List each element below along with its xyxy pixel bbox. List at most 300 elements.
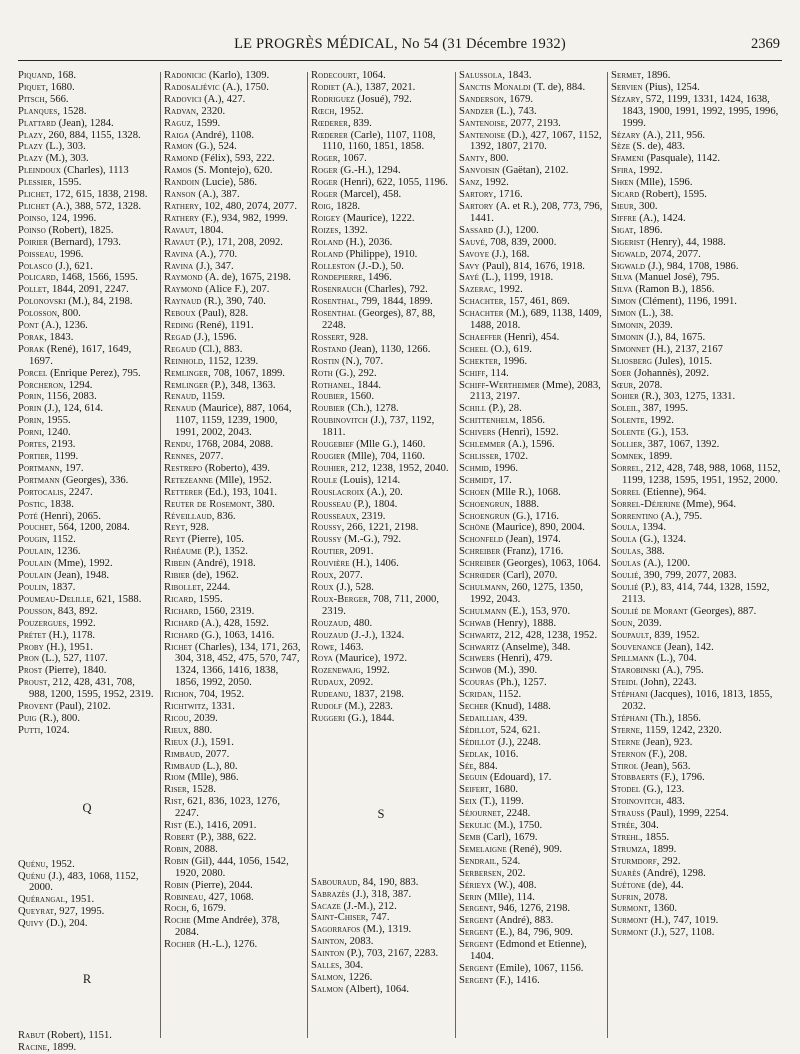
author-name: Pouzergues bbox=[18, 617, 67, 629]
author-name: Ravaut bbox=[164, 236, 195, 248]
author-name: Portmann bbox=[18, 474, 60, 486]
author-name: Soer bbox=[611, 367, 632, 379]
index-entry bbox=[311, 701, 451, 713]
author-name: Remlinger bbox=[164, 379, 209, 391]
author-name: Richtwitz bbox=[164, 701, 206, 713]
index-column-3 bbox=[311, 70, 451, 1042]
author-name: Pitsch bbox=[18, 93, 45, 105]
author-name: Poulin bbox=[18, 581, 47, 593]
index-entry bbox=[311, 630, 451, 642]
index-entry bbox=[611, 261, 781, 273]
author-name: Rocher bbox=[164, 939, 196, 951]
index-entry bbox=[459, 153, 603, 165]
author-name: Rimbaud bbox=[164, 760, 201, 772]
index-entry bbox=[164, 475, 303, 487]
index-entry bbox=[311, 177, 451, 189]
page-references: (Paul), 814, 1676, 1918. bbox=[479, 260, 585, 272]
author-name: Somnek bbox=[611, 451, 644, 462]
page-references: , 1955. bbox=[41, 415, 71, 427]
page-references: (P.), 171, 208, 2092. bbox=[194, 236, 283, 248]
section-letter: Q bbox=[82, 800, 92, 815]
author-name: Rieux bbox=[164, 724, 189, 736]
page-references: (André), 883. bbox=[493, 915, 554, 927]
index-entry bbox=[164, 130, 303, 142]
index-entry bbox=[164, 939, 303, 951]
author-name: Schachter bbox=[459, 308, 504, 320]
page-references: (Charles), 134, 171, 263, 304, 318, 452, 475, 570, 747, 1324, 1366, 1416, 1838, 1856, 1992, 2050. bbox=[175, 641, 301, 689]
index-entry bbox=[459, 272, 603, 284]
page-references: (Albert), 1064. bbox=[343, 983, 410, 995]
author-name: Proby bbox=[18, 641, 44, 653]
index-entry bbox=[459, 463, 603, 475]
index-entry bbox=[164, 403, 303, 439]
section-letter: S bbox=[377, 806, 385, 821]
author-name: Rothanel bbox=[311, 379, 352, 391]
index-entry bbox=[311, 308, 451, 332]
page-references: , 1837, 2198. bbox=[348, 689, 404, 701]
index-entry bbox=[311, 487, 451, 499]
index-entry bbox=[164, 368, 303, 380]
author-name: Sandzer bbox=[459, 105, 494, 117]
author-name: Stéphani bbox=[611, 712, 648, 724]
index-entry bbox=[18, 665, 156, 677]
section-spacer bbox=[311, 725, 451, 809]
page-references: (A.), 1236. bbox=[38, 320, 88, 332]
index-entry bbox=[611, 249, 781, 261]
author-name: Planques bbox=[18, 105, 58, 117]
author-name: Santenoise bbox=[459, 129, 506, 141]
author-name: Sedlak bbox=[459, 748, 490, 760]
author-name: Rostand bbox=[311, 343, 347, 355]
index-entry bbox=[18, 859, 156, 871]
page-references: (Pierre), 2044. bbox=[188, 879, 253, 891]
author-name: Plazy bbox=[18, 141, 44, 153]
index-entry bbox=[164, 177, 303, 189]
author-name: Schreiber bbox=[459, 546, 501, 558]
page-references: , 1838. bbox=[44, 498, 74, 510]
page-references: (J.), 483, 1068, 1152, 2000. bbox=[29, 870, 139, 894]
index-column-4 bbox=[459, 70, 603, 1042]
page-references: (Bernard), 1793. bbox=[47, 236, 121, 248]
page-references: , 1159, 1242, 2320. bbox=[640, 724, 722, 736]
author-name: Rendu bbox=[164, 439, 192, 451]
index-entry bbox=[611, 737, 781, 749]
index-entry bbox=[18, 511, 156, 523]
page-references: , 2244. bbox=[201, 581, 231, 593]
page-references: (A.), 20. bbox=[364, 486, 403, 498]
author-name: Strumza bbox=[611, 843, 648, 855]
index-entry bbox=[611, 368, 781, 380]
index-entry bbox=[18, 380, 156, 392]
page-references: (Henri), 479. bbox=[494, 653, 553, 665]
index-entry bbox=[459, 332, 603, 344]
page-references: (Henri), 454. bbox=[501, 331, 560, 343]
author-name: Ribier bbox=[164, 570, 190, 582]
page-references: , 304. bbox=[634, 820, 659, 832]
page-references: , 1896. bbox=[641, 70, 671, 81]
author-name: Richet bbox=[164, 641, 193, 653]
author-name: Schwob bbox=[459, 665, 492, 677]
index-entry bbox=[164, 487, 303, 499]
author-name: Sohier bbox=[611, 391, 639, 403]
page-references: , 292. bbox=[656, 855, 681, 867]
page-references: , 1331. bbox=[205, 701, 235, 713]
author-name: Rieux bbox=[164, 736, 189, 748]
page-references: , 172, 615, 1838, 2198. bbox=[49, 189, 148, 201]
page-references: , 84, 190, 883. bbox=[357, 876, 419, 888]
page-references: (Mme), 2083, 2113, 2197. bbox=[470, 379, 601, 403]
page-references: , 1528. bbox=[186, 784, 216, 796]
author-name: Porin bbox=[18, 391, 42, 403]
index-entry bbox=[18, 70, 156, 82]
author-name: Rabut bbox=[18, 1030, 45, 1041]
page-references: (Edouard), 17. bbox=[487, 772, 552, 784]
author-name: Sacaze bbox=[311, 900, 341, 912]
index-entry bbox=[459, 725, 603, 737]
author-name: Rodiet bbox=[311, 81, 340, 93]
page-references: , 2039. bbox=[643, 320, 673, 332]
index-entry bbox=[459, 903, 603, 915]
author-name: Portmann bbox=[18, 462, 60, 474]
page-references: , 2077, 2193. bbox=[505, 117, 561, 129]
page-references: , 1199. bbox=[49, 451, 79, 462]
author-name: Robineau bbox=[164, 891, 204, 903]
page-references: (N.), 707. bbox=[339, 355, 384, 367]
author-name: Sayé bbox=[459, 272, 480, 284]
author-name: Poinso bbox=[18, 212, 46, 224]
author-name: Rowe bbox=[311, 641, 335, 653]
author-name: Schöne bbox=[459, 522, 490, 534]
page-references: (A.), 1200. bbox=[640, 558, 690, 570]
author-name: Raymond bbox=[164, 284, 203, 296]
index-entry bbox=[611, 415, 781, 427]
page-references: (J.), 737, 1192, 1811. bbox=[322, 415, 435, 439]
author-name: Spillmann bbox=[611, 653, 654, 665]
page-references: (André), 1918. bbox=[190, 558, 256, 570]
author-name: Roth bbox=[311, 367, 333, 379]
index-entry bbox=[164, 189, 303, 201]
page-references: , 1888. bbox=[509, 498, 539, 510]
index-entry bbox=[611, 653, 781, 665]
page-references: (A.), 770. bbox=[193, 248, 238, 260]
index-entry bbox=[459, 653, 603, 665]
index-entry bbox=[164, 106, 303, 118]
index-entry bbox=[18, 368, 156, 380]
author-name: Serbersen bbox=[459, 867, 502, 879]
index-entry bbox=[459, 415, 603, 427]
index-entry bbox=[611, 618, 781, 630]
page-references: (Paul), 2102. bbox=[52, 701, 111, 713]
index-entry bbox=[611, 380, 781, 392]
author-name: Queyrat bbox=[18, 906, 54, 918]
page-references: , 388. bbox=[640, 546, 665, 558]
index-entry bbox=[164, 618, 303, 630]
page-references: , 1992. bbox=[360, 665, 390, 677]
page-references: , 1844, 2091, 2247. bbox=[46, 284, 129, 296]
author-name: Sermet bbox=[611, 70, 642, 81]
index-entry bbox=[459, 475, 603, 487]
section-spacer bbox=[18, 815, 156, 859]
author-name: Starobinski bbox=[611, 665, 660, 677]
author-name: Sekulic bbox=[459, 820, 492, 832]
page-references: , 1392. bbox=[338, 224, 368, 236]
page-references: (S. de), 483. bbox=[630, 141, 685, 153]
index-entry bbox=[459, 630, 603, 642]
page-references: , 124, 1996. bbox=[45, 212, 97, 224]
index-entry bbox=[164, 439, 303, 451]
author-name: Rouslacroix bbox=[311, 486, 365, 498]
page-references: (J.), 1591. bbox=[188, 736, 234, 748]
page-references: (H.), 747, 1019. bbox=[647, 915, 719, 927]
page-references: (Johannès), 2092. bbox=[631, 367, 709, 379]
page-references: , 1360. bbox=[647, 903, 678, 915]
page-references: , 1226. bbox=[343, 972, 373, 983]
author-name: Sterne bbox=[611, 724, 641, 736]
page-references: (J.), 1200. bbox=[493, 224, 539, 236]
page-references: (Emile), 1067, 1156. bbox=[493, 962, 584, 974]
index-entry bbox=[611, 522, 781, 534]
index-entry bbox=[18, 106, 156, 118]
index-entry bbox=[164, 511, 303, 523]
index-entry bbox=[459, 570, 603, 582]
author-name: Rosenthal bbox=[311, 308, 356, 320]
author-name: Roigey bbox=[311, 212, 341, 224]
index-entry bbox=[459, 522, 603, 534]
index-entry bbox=[311, 889, 451, 901]
index-entry bbox=[164, 915, 303, 939]
index-entry bbox=[18, 906, 156, 918]
index-entry bbox=[611, 320, 781, 332]
header-rule bbox=[18, 60, 782, 61]
author-name: Poulain bbox=[18, 570, 52, 582]
page-references: , 2074, 2077. bbox=[645, 248, 701, 260]
index-entry bbox=[459, 844, 603, 856]
page-references: , 266, 1221, 2198. bbox=[341, 522, 419, 534]
index-entry bbox=[164, 391, 303, 403]
page-references: , 1843. bbox=[502, 70, 532, 81]
index-entry bbox=[311, 94, 451, 106]
index-entry bbox=[459, 963, 603, 975]
index-entry bbox=[18, 189, 156, 201]
page-references: (Maurice), 887, 1064, 1107, 1159, 1239, 1900, 1991, 2002, 2043. bbox=[175, 403, 292, 439]
author-name: Schiff bbox=[459, 367, 486, 379]
author-name: Reyt bbox=[164, 522, 186, 534]
author-name: Radovici bbox=[164, 93, 202, 105]
index-entry bbox=[611, 784, 781, 796]
column-divider bbox=[607, 72, 608, 1038]
page-references: , 1804. bbox=[194, 224, 224, 236]
index-entry bbox=[459, 344, 603, 356]
author-name: Porcel bbox=[18, 367, 48, 379]
page-references: , 380. bbox=[250, 498, 275, 510]
author-name: Rouzaud bbox=[311, 617, 349, 629]
index-entry bbox=[459, 737, 603, 749]
index-entry bbox=[311, 677, 451, 689]
author-name: Santenoise bbox=[459, 117, 506, 129]
index-entry bbox=[18, 213, 156, 225]
author-name: Roig bbox=[311, 200, 331, 212]
author-name: Stobbaerts bbox=[611, 772, 659, 784]
page-references: (M.), 1750. bbox=[491, 820, 543, 832]
author-name: Rimbaud bbox=[164, 748, 201, 760]
page-references: (J.), 1596. bbox=[191, 331, 237, 343]
index-entry bbox=[18, 475, 156, 487]
author-name: Rostin bbox=[311, 355, 340, 367]
author-name: Plazy bbox=[18, 129, 44, 141]
index-entry bbox=[611, 892, 781, 904]
author-name: Quivy bbox=[18, 918, 44, 930]
page-references: (Robert), 1595. bbox=[639, 189, 707, 201]
author-name: Porak bbox=[18, 343, 45, 355]
index-entry bbox=[164, 320, 303, 332]
page-references: (Georges), 336. bbox=[59, 474, 129, 486]
index-entry bbox=[611, 344, 781, 356]
page-references: , 704, 1952. bbox=[193, 689, 245, 701]
author-name: Soulas bbox=[611, 558, 641, 570]
index-entry bbox=[164, 903, 303, 915]
index-entry bbox=[164, 522, 303, 534]
index-entry bbox=[311, 713, 451, 725]
author-name: Soulas bbox=[611, 546, 641, 558]
page-references: (L.), 38. bbox=[636, 308, 674, 320]
page-references: , 839, 1952. bbox=[649, 629, 700, 641]
author-name: Sézary bbox=[611, 129, 641, 141]
index-entry bbox=[18, 272, 156, 284]
section-letter: R bbox=[82, 972, 92, 987]
index-entry bbox=[18, 308, 156, 320]
author-name: Rougebief bbox=[311, 439, 354, 451]
section-spacer bbox=[18, 986, 156, 1030]
index-entry bbox=[611, 177, 781, 189]
page-references: , 1855. bbox=[640, 832, 670, 843]
page-references: (J.), 527, 1108. bbox=[647, 927, 715, 939]
page-references: (André), 1108. bbox=[189, 129, 254, 141]
page-references: (Jean), 142. bbox=[661, 641, 714, 653]
page-references: (Jean), 1948. bbox=[51, 570, 110, 582]
index-entry bbox=[611, 713, 781, 725]
page-references: (Roberto), 439. bbox=[202, 462, 270, 474]
author-name: Pont bbox=[18, 320, 39, 332]
index-entry bbox=[164, 237, 303, 249]
index-entry bbox=[311, 237, 451, 249]
index-entry bbox=[459, 225, 603, 237]
index-entry bbox=[18, 153, 156, 165]
author-name: Sternon bbox=[611, 748, 646, 760]
page-references: (A.), 795. bbox=[658, 510, 703, 522]
page-references: (Manuel José), 795. bbox=[632, 272, 720, 284]
index-entry bbox=[18, 82, 156, 94]
page-references: (Mme Andrée), 378, 2084. bbox=[175, 915, 280, 939]
author-name: Schonfeld bbox=[459, 534, 504, 546]
index-entry bbox=[311, 332, 451, 344]
author-name: Scouras bbox=[459, 677, 494, 689]
index-entry bbox=[611, 511, 781, 523]
index-entry bbox=[611, 141, 781, 153]
index-entry bbox=[611, 82, 781, 94]
author-name: Putti bbox=[18, 724, 41, 736]
author-name: Roger bbox=[311, 153, 338, 165]
author-name: Souvenance bbox=[611, 641, 662, 653]
page-references: , 1236. bbox=[51, 546, 81, 558]
index-entry bbox=[459, 975, 603, 987]
author-name: Sédillot bbox=[459, 736, 496, 748]
index-entry bbox=[611, 927, 781, 939]
index-entry bbox=[611, 272, 781, 284]
author-name: Sée bbox=[459, 760, 474, 772]
index-entry bbox=[164, 880, 303, 892]
page-references: , 1992. bbox=[633, 165, 663, 177]
author-name: Richard bbox=[164, 617, 199, 629]
page-references: , 114. bbox=[485, 367, 509, 379]
page-references: (Clément), 1196, 1991. bbox=[636, 296, 737, 308]
author-name: Rodriguez bbox=[311, 93, 355, 105]
page-references: (Robert), 1151. bbox=[44, 1030, 112, 1041]
author-name: Rœderer bbox=[311, 129, 348, 141]
index-entry bbox=[611, 237, 781, 249]
author-name: Reboux bbox=[164, 308, 196, 320]
page-references: , 1599. bbox=[191, 117, 221, 129]
author-name: Rudeanu bbox=[311, 689, 349, 701]
index-entry bbox=[459, 713, 603, 725]
author-name: Schoen bbox=[459, 486, 490, 498]
journal-title: LE PROGRÈS MÉDICAL, No 54 (31 Décembre 1932) bbox=[234, 36, 566, 52]
author-name: Schulmann bbox=[459, 605, 507, 617]
page-references: (Mlle), 1596. bbox=[633, 177, 693, 189]
author-name: Raymond bbox=[164, 272, 203, 284]
page-references: , 1496. bbox=[362, 272, 392, 284]
page-references: (Anselme), 348. bbox=[499, 641, 571, 653]
author-name: Soleil bbox=[611, 403, 638, 415]
author-name: Sérieyx bbox=[459, 879, 492, 891]
page-references: (Ph.), 1257. bbox=[494, 677, 547, 689]
index-column-5 bbox=[611, 70, 781, 1042]
page-references: , 260, 1275, 1350, 1992, 2043. bbox=[470, 581, 584, 605]
page-references: (Félix), 593, 222. bbox=[198, 153, 275, 165]
page-references: (J.), 318, 387. bbox=[349, 888, 412, 900]
page-references: , 212, 428, 1238, 1952. bbox=[499, 629, 598, 641]
index-entry bbox=[459, 368, 603, 380]
author-name: Rathery bbox=[164, 200, 199, 212]
index-entry bbox=[164, 892, 303, 904]
index-entry bbox=[459, 606, 603, 618]
page-references: (P.), 388, 622. bbox=[194, 832, 257, 843]
index-entry bbox=[611, 225, 781, 237]
section-spacer bbox=[311, 821, 451, 877]
author-name: Portes bbox=[18, 439, 47, 451]
index-entry bbox=[164, 249, 303, 261]
page-references: , 1679. bbox=[503, 93, 534, 105]
author-name: Roland bbox=[311, 248, 344, 260]
author-name: Rathery bbox=[164, 212, 199, 224]
index-entry bbox=[164, 284, 303, 296]
page-references: (Mme), 964. bbox=[680, 498, 737, 510]
section-spacer bbox=[18, 930, 156, 974]
page-references: (Robert), 1825. bbox=[45, 224, 114, 236]
index-entry bbox=[164, 141, 303, 153]
author-name: Sabouraud bbox=[311, 876, 358, 888]
index-entry bbox=[311, 570, 451, 582]
index-entry bbox=[459, 106, 603, 118]
index-entry bbox=[18, 415, 156, 427]
author-name: Simonnet bbox=[611, 343, 650, 355]
index-entry bbox=[611, 558, 781, 570]
author-name: Plichet bbox=[18, 200, 50, 212]
page-references: (René), 909. bbox=[506, 843, 563, 855]
page-references: , 708, 1067, 1899. bbox=[208, 367, 285, 379]
page-references: (Henri), 2065. bbox=[37, 510, 101, 522]
author-name: Shœn bbox=[611, 177, 634, 189]
page-references: , 1463. bbox=[334, 641, 364, 653]
